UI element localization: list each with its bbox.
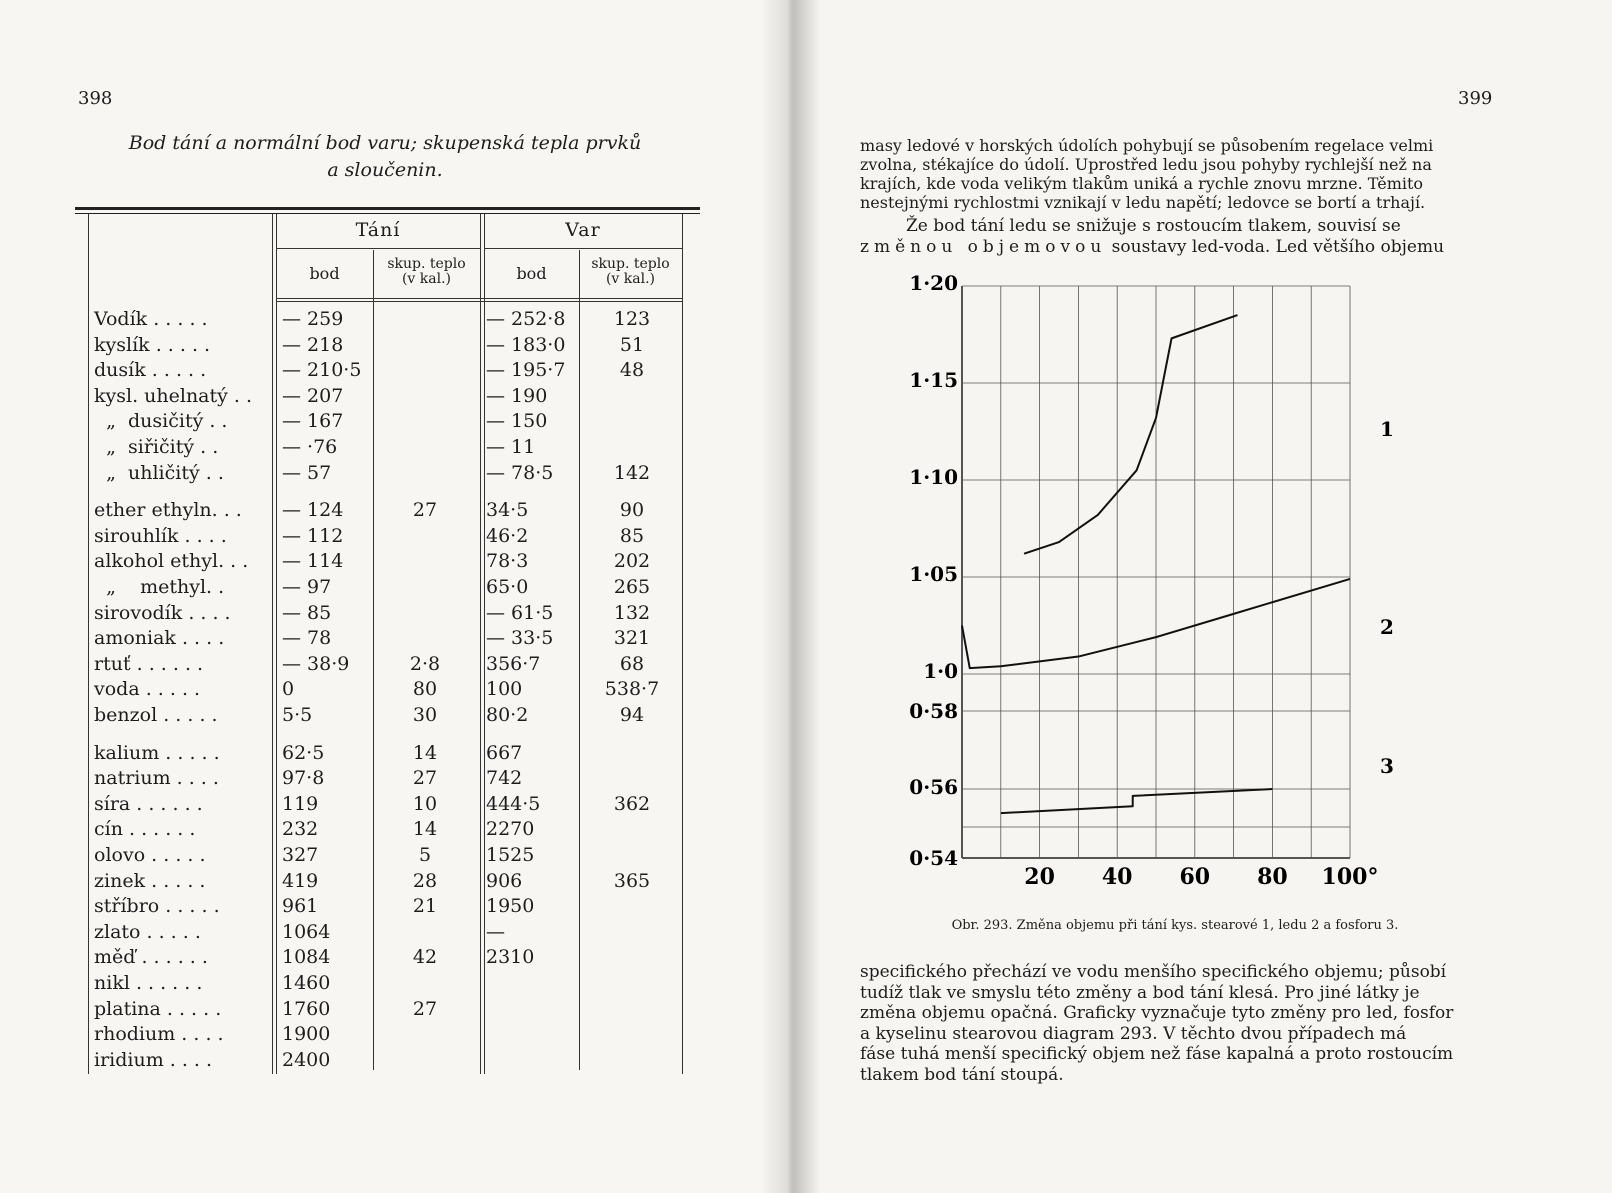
- header-bottom-rule: [276, 298, 682, 299]
- table-cell-tt: 27: [412, 997, 438, 1020]
- table-cell-tb: 2400: [282, 1048, 331, 1071]
- table-cell-name: kyslík . . . . .: [94, 333, 211, 356]
- table-top-rule: [75, 207, 700, 210]
- table-cell-tb: — ·76: [282, 436, 338, 458]
- y-tick-label: 0·58: [909, 699, 958, 723]
- table-cell-vb: 1950: [486, 895, 535, 918]
- table-cell-tb: — 124: [282, 499, 344, 522]
- table-cell-vb: 46·2: [486, 524, 529, 547]
- table-cell-name: ether ethyln. . .: [94, 499, 242, 522]
- series-label: 1: [1380, 417, 1394, 441]
- table-cell-name: „ uhličitý . .: [94, 461, 224, 484]
- table-cell-tb: 961: [282, 895, 319, 918]
- text-line: krajích, kde voda velikým tlakům uniká a rychle znovu mrzne. Těmito: [860, 174, 1424, 193]
- table-cell-tt: 80: [412, 678, 438, 701]
- series-3-curve: [1001, 789, 1273, 813]
- table-cell-vb: — 78·5: [486, 461, 554, 484]
- text-line: fáse tuhá menší specifický objem než fáse kapalná a proto rostoucím: [860, 1044, 1454, 1064]
- table-cell-name: stříbro . . . . .: [94, 895, 220, 918]
- table-col-divider: [484, 214, 485, 1074]
- table-cell-name: voda . . . . .: [94, 678, 201, 701]
- table-cell-vt: 365: [613, 869, 651, 892]
- table-cell-name: rtuť . . . . . .: [94, 652, 204, 675]
- x-tick-label: 80: [1257, 864, 1288, 890]
- table-cell-vb: 100: [486, 678, 523, 701]
- header-boiling: Var: [565, 219, 601, 241]
- table-cell-name: alkohol ethyl. . .: [94, 550, 249, 573]
- text-line: změna objemu opačná. Graficky vyznačuje tyto změny pro led, fosfor: [860, 1003, 1454, 1023]
- y-tick-label: 1·20: [909, 271, 958, 295]
- table-cell-vt: 68: [619, 652, 645, 675]
- table-cell-vb: 444·5: [486, 792, 541, 815]
- header-melting: Tání: [355, 219, 401, 241]
- table-cell-vt: 94: [619, 704, 645, 726]
- table-cell-vb: — 11: [486, 436, 536, 458]
- series-label: 2: [1380, 615, 1394, 639]
- table-cell-vb: 667: [486, 741, 523, 764]
- table-cell-tt: 27: [412, 767, 438, 790]
- table-cell-tb: — 167: [282, 410, 344, 433]
- table-cell-tt: 5: [418, 844, 432, 866]
- header-rule: [484, 248, 682, 249]
- header-boil-heat-line2: (v kal.): [605, 271, 656, 287]
- table-cell-tb: — 97: [282, 576, 332, 598]
- table-title: [100, 130, 670, 184]
- table-cell-tt: 28: [412, 869, 438, 892]
- table-cell-vb: 356·7: [486, 652, 541, 675]
- table-cell-vt: 538·7: [604, 678, 660, 701]
- table-cell-tb: 1064: [282, 920, 331, 943]
- table-cell-vt: 132: [613, 601, 651, 624]
- page-number-right: 399: [1458, 88, 1493, 109]
- table-cell-vt: 265: [613, 576, 651, 598]
- header-melt-heat: [373, 257, 480, 287]
- y-tick-label: 0·54: [909, 846, 958, 870]
- header-bottom-rule: [276, 301, 682, 302]
- table-right-border: [682, 214, 683, 1074]
- table-cell-tt: 42: [412, 946, 438, 969]
- table-cell-name: „ dusičitý . .: [94, 410, 228, 433]
- paragraph-3: [860, 962, 1486, 1085]
- series-label: 3: [1380, 754, 1394, 778]
- table-cell-name: kysl. uhelnatý . .: [94, 384, 253, 407]
- table-cell-name: platina . . . . .: [94, 997, 222, 1020]
- table-cell-vt: 321: [613, 627, 651, 650]
- table-cell-tb: 1900: [282, 1023, 331, 1046]
- table-cell-vb: 34·5: [486, 499, 529, 522]
- table-cell-name: síra . . . . . .: [94, 792, 203, 815]
- book-gutter: [760, 0, 820, 1193]
- table-cell-name: zinek . . . . .: [94, 869, 206, 892]
- table-cell-vb: 906: [486, 869, 523, 892]
- header-boil-heat: [579, 257, 682, 287]
- text-line: a kyselinu stearovou diagram 293. V těchto dvou případech má: [860, 1023, 1407, 1044]
- header-rule: [276, 248, 480, 249]
- table-cell-tb: — 114: [282, 550, 344, 573]
- table-cell-tb: 97·8: [282, 767, 325, 790]
- table-cell-name: iridium . . . .: [94, 1048, 213, 1071]
- x-axis-labels: [1024, 864, 1378, 890]
- table-cell-vt: 85: [619, 524, 645, 547]
- table-cell-name: amoniak . . . .: [94, 627, 225, 650]
- y-tick-label: 0·56: [909, 775, 958, 799]
- table-cell-tt: 2·8: [409, 652, 441, 675]
- table-cell-tb: 419: [282, 869, 319, 892]
- paragraph-1: [860, 136, 1486, 212]
- table-cell-tt: 14: [412, 741, 438, 764]
- text-fragment: soustavy led-voda. Led většího objemu: [1106, 237, 1445, 257]
- table-cell-tb: 5·5: [282, 704, 313, 726]
- chart-grid: [962, 286, 1350, 858]
- table-col-divider: [272, 214, 273, 1074]
- table-cell-name: Vodík . . . . .: [94, 308, 208, 330]
- series-labels: [1380, 417, 1394, 778]
- table-cell-name: sirovodík . . . .: [94, 601, 231, 624]
- table-cell-name: natrium . . . .: [94, 767, 219, 790]
- table-cell-vt: 51: [619, 333, 645, 356]
- table-col-divider: [579, 250, 580, 1070]
- figure-caption: Obr. 293. Změna objemu při tání kys. stearové 1, ledu 2 a fosforu 3.: [951, 918, 1399, 933]
- table-cell-vb: — 190: [486, 384, 548, 407]
- x-tick-label: 40: [1101, 864, 1133, 890]
- table-cell-name: měď . . . . . .: [94, 946, 208, 969]
- table-cell-vb: — 252·8: [486, 308, 566, 330]
- table-cell-name: olovo . . . . .: [94, 844, 206, 866]
- y-tick-label: 1·10: [909, 465, 958, 489]
- text-line: zvolna, stékajíce do údolí. Uprostřed ledu jsou pohyby rychlejší než na: [860, 155, 1432, 174]
- table-cell-vb: 65·0: [486, 576, 529, 598]
- table-cell-name: „ siřičitý . .: [94, 436, 219, 458]
- table-cell-tb: 119: [282, 792, 319, 815]
- table-cell-vt: 90: [619, 499, 645, 522]
- header-melt-point: bod: [309, 264, 340, 283]
- table-top-rule-thin: [75, 213, 700, 214]
- table-cell-tt: 27: [412, 499, 438, 522]
- table-cell-vt: 142: [613, 461, 651, 484]
- table-cell-tb: 1760: [282, 997, 331, 1020]
- table-cell-tb: — 57: [282, 461, 332, 484]
- text-line: specifického přechází ve vodu menšího specifického objemu; působí: [860, 962, 1447, 982]
- x-tick-label: 60: [1179, 864, 1211, 890]
- table-cell-tb: 327: [282, 844, 319, 866]
- header-melt-heat-line2: (v kal.): [401, 271, 452, 287]
- spaced-phrase: změnou objemovou: [860, 237, 1107, 257]
- table-cell-name: „ methyl. .: [94, 576, 225, 598]
- table-cell-tb: — 210·5: [282, 359, 362, 382]
- x-tick-label: 100°: [1321, 864, 1379, 890]
- text-line: tudíž tlak ve smyslu této změny a bod tání klesá. Pro jiné látky je: [860, 982, 1420, 1003]
- title-line-1: Bod tání a normální bod varu; skupenská tepla prvků: [128, 132, 642, 154]
- table-cell-vb: 742: [486, 767, 523, 790]
- left-page: [0, 0, 790, 1193]
- table-cell-name: rhodium . . . .: [94, 1023, 224, 1046]
- text-line: Že bod tání ledu se snižuje s rostoucím tlakem, souvisí se: [906, 216, 1401, 236]
- table-cell-tb: 62·5: [282, 741, 325, 764]
- text-line: [860, 237, 1486, 258]
- table-left-border: [88, 214, 89, 1074]
- header-melt-heat-line1: skup. teplo: [387, 256, 466, 272]
- page-number-left: 398: [78, 88, 113, 109]
- table-cell-vt: 202: [613, 550, 651, 573]
- table-cell-vb: — 33·5: [486, 627, 554, 650]
- table-cell-tt: 30: [412, 704, 438, 726]
- paragraph-2: [860, 216, 1486, 258]
- table-cell-vt: 362: [613, 792, 651, 815]
- y-axis-labels: [909, 271, 958, 870]
- table-cell-name: nikl . . . . . .: [94, 972, 203, 994]
- table-cell-name: dusík . . . . .: [94, 359, 207, 382]
- table-cell-vb: — 195·7: [486, 359, 566, 382]
- table-cell-tb: — 207: [282, 384, 344, 407]
- table-cell-tt: 10: [412, 792, 438, 815]
- text-line: nestejnými rychlostmi vznikají v ledu napětí; ledovce se bortí a trhají.: [860, 193, 1426, 212]
- table-col-divider: [373, 250, 374, 1070]
- table-cell-vb: — 183·0: [486, 333, 566, 356]
- table-cell-tb: 1084: [282, 946, 331, 969]
- y-tick-label: 1·15: [909, 368, 958, 392]
- table-cell-vb: 2310: [486, 946, 535, 969]
- table-col-divider: [480, 214, 481, 1074]
- table-col-divider: [276, 214, 277, 1074]
- table-cell-tb: — 38·9: [282, 652, 350, 675]
- table-cell-tb: — 85: [282, 601, 332, 624]
- table-cell-tb: 1460: [282, 972, 331, 994]
- table-cell-vb: — 61·5: [486, 601, 554, 624]
- header-boil-point: bod: [516, 264, 547, 283]
- series-1-curve: [1024, 315, 1237, 554]
- table-cell-tt: 21: [412, 895, 438, 918]
- table-cell-vb: 1525: [486, 844, 535, 866]
- table-cell-vb: 80·2: [486, 704, 529, 726]
- text-line: masy ledové v horských údolích pohybují se působením regelace velmi: [860, 136, 1434, 155]
- table-cell-tt: 14: [412, 818, 438, 841]
- table-cell-tb: — 78: [282, 627, 332, 650]
- y-tick-label: 1·0: [923, 659, 958, 683]
- header-boil-heat-line1: skup. teplo: [591, 256, 670, 272]
- y-tick-label: 1·05: [909, 562, 958, 586]
- x-tick-label: 20: [1024, 864, 1055, 890]
- table-cell-tb: 232: [282, 818, 319, 841]
- table-cell-name: zlato . . . . .: [94, 920, 201, 943]
- table-cell-name: cín . . . . . .: [94, 818, 196, 841]
- table-cell-vt: 123: [613, 308, 651, 330]
- table-cell-name: benzol . . . . .: [94, 704, 218, 726]
- table-cell-vb: — 150: [486, 410, 548, 433]
- table-cell-tb: — 218: [282, 333, 344, 356]
- table-cell-vb: 78·3: [486, 550, 529, 573]
- volume-change-chart: [900, 270, 1440, 920]
- table-cell-vt: 48: [619, 359, 645, 382]
- table-cell-name: sirouhlík . . . .: [94, 524, 227, 547]
- table-cell-vb: —: [486, 920, 505, 943]
- title-line-2: a sloučenin.: [327, 159, 443, 181]
- table-cell-tb: — 259: [282, 308, 344, 330]
- table-cell-vb: 2270: [486, 818, 535, 841]
- table-cell-tb: — 112: [282, 524, 344, 547]
- table-cell-tb: 0: [282, 678, 295, 701]
- table-cell-name: kalium . . . . .: [94, 741, 220, 764]
- text-line: tlakem bod tání stoupá.: [860, 1064, 1064, 1085]
